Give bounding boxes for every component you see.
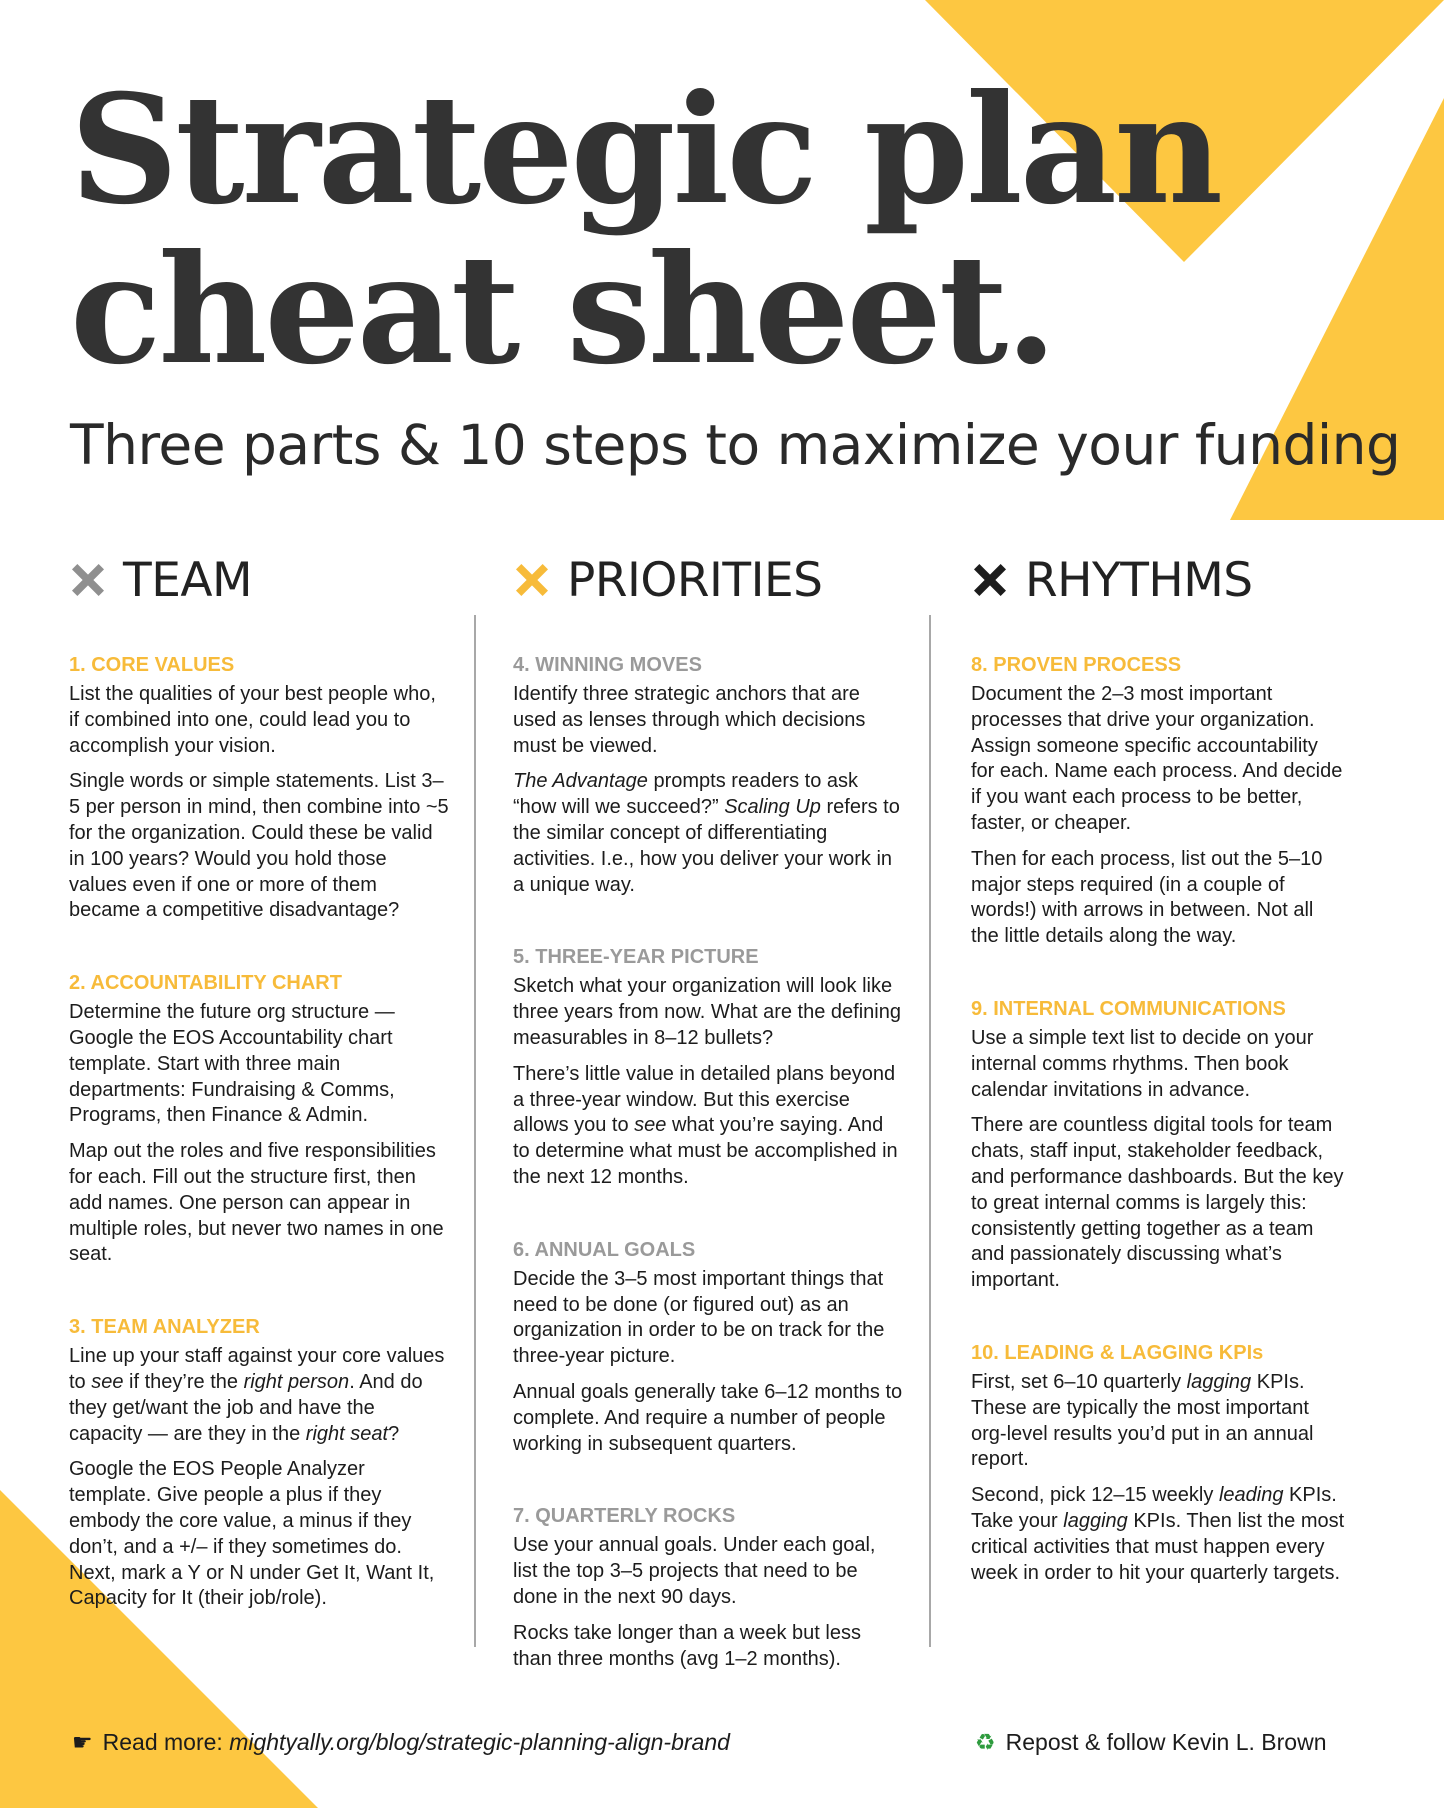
section-heading: 2. ACCOUNTABILITY CHART	[69, 972, 342, 995]
section-paragraph: Google the EOS People Analyzer template. Give people a plus if they embody the core value, a minus if they don’t, and a +/– if they sometimes do. Next, mark a Y or N under Get It, Want It, Capacity for It (their job/role).	[69, 1458, 435, 1610]
x-mark-icon	[69, 561, 107, 599]
section-paragraph: Use a simple text list to decide on your internal comms rhythms. Then book calendar invitations in advance.	[971, 1026, 1314, 1101]
section-paragraph: Sketch what your organization will look like three years from now. What are the defining measurables in 8–12 bullets?	[513, 975, 901, 1049]
section-accountability-chart	[69, 970, 449, 1268]
read-more-footer	[72, 1727, 730, 1758]
section-heading: 1. CORE VALUES	[69, 654, 235, 676]
section-core-values	[69, 652, 449, 924]
team-column-header	[69, 550, 449, 610]
column-divider-1	[474, 615, 476, 1647]
section-paragraph: List the qualities of your best people who, if combined into one, could lead you to accomplish your vision.	[69, 683, 436, 757]
page-title	[70, 62, 1221, 398]
section-annual-goals	[513, 1237, 903, 1458]
pointing-hand-icon: ☛	[72, 1730, 93, 1756]
section-paragraph: Second, pick 12–15 weekly leading KPIs. Take your lagging KPIs. Then list the most critical activities that must happen every week in order to hit your quarterly targets.	[971, 1484, 1345, 1584]
section-heading: 9. INTERNAL COMMUNICATIONS	[971, 997, 1286, 1020]
section-proven-process	[971, 652, 1346, 950]
section-team-analyzer	[69, 1314, 449, 1612]
section-paragraph: Single words or simple statements. List 3–5 per person in mind, then combine into ~5 for the organization. Could these be valid in 100 years? Would you hold those values even if one or more of them became a competitive disadvantage?	[69, 770, 449, 922]
section-heading: 4. WINNING MOVES	[513, 654, 702, 676]
section-paragraph: Then for each process, list out the 5–10 major steps required (in a couple of words!) with arrows in between. Not all the little details along the way.	[971, 847, 1323, 948]
section-paragraph: Identify three strategic anchors that are used as lenses through which decisions must be viewed.	[513, 683, 866, 757]
title-line-2: cheat sheet.	[70, 222, 1055, 398]
section-internal-communications	[971, 996, 1346, 1294]
section-paragraph: Line up your staff against your core values to see if they’re the right person. And do they get/want the job and have the capacity — are they in the right seat?	[69, 1345, 445, 1445]
section-paragraph: Document the 2–3 most important processes that drive your organization. Assign someone specific accountability for each. Name each process. And decide if you want each process to be better, faster, or cheaper.	[971, 683, 1343, 834]
section-paragraph: The Advantage prompts readers to ask “how will we succeed?” Scaling Up refers to the similar concept of differentiating activities. I.e., how you deliver your work in a unique way.	[513, 770, 900, 896]
repost-footer	[975, 1727, 1327, 1758]
section-paragraph: Determine the future org structure — Google the EOS Accountability chart template. Start with three main departments: Fundraising & Comms, Programs, then Finance & Admin.	[69, 1001, 395, 1127]
section-quarterly-rocks	[513, 1503, 903, 1672]
section-heading: 3. TEAM ANALYZER	[69, 1316, 260, 1339]
recycle-icon: ♻	[975, 1730, 996, 1756]
team-column	[69, 550, 449, 1658]
read-more-label: Read more:	[102, 1729, 230, 1755]
section-paragraph: There are countless digital tools for team chats, staff input, stakeholder feedback, and performance dashboards. But the key to great internal comms is largely this: consistently getting together as a team and passionately discussing what’s important.	[971, 1114, 1344, 1292]
section-paragraph: Map out the roles and five responsibilities for each. Fill out the structure first, then add names. One person can appear in multiple roles, but never two names in one seat.	[69, 1140, 444, 1266]
x-mark-icon	[513, 561, 551, 599]
section-paragraph: There’s little value in detailed plans beyond a three-year window. But this exercise allows you to see what you’re saying. And to determine what must be accomplished in the next 12 months.	[513, 1062, 898, 1188]
title-line-1: Strategic plan	[70, 62, 1221, 238]
column-divider-2	[929, 615, 931, 1647]
priorities-column	[513, 550, 903, 1718]
section-paragraph: Rocks take longer than a week but less than three months (avg 1–2 months).	[513, 1621, 861, 1670]
section-paragraph: Decide the 3–5 most important things that need to be done (or figured out) as an organization in order to be on track for the three-year picture.	[513, 1267, 885, 1368]
x-mark-icon	[971, 561, 1009, 599]
page-subtitle: Three parts & 10 steps to maximize your funding	[70, 413, 1401, 477]
section-winning-moves	[513, 652, 903, 898]
section-heading: 10. LEADING & LAGGING KPIs	[971, 1341, 1264, 1364]
section-three-year-picture	[513, 944, 903, 1190]
section-heading: 7. QUARTERLY ROCKS	[513, 1505, 736, 1528]
repost-text: Repost & follow Kevin L. Brown	[1005, 1729, 1327, 1755]
section-paragraph: Use your annual goals. Under each goal, list the top 3–5 projects that need to be done in the next 90 days.	[513, 1534, 876, 1608]
priorities-column-title: PRIORITIES	[567, 552, 823, 608]
team-column-title: TEAM	[123, 552, 253, 608]
section-paragraph: First, set 6–10 quarterly lagging KPIs. These are typically the most important org-level results you’d put in an annual report.	[971, 1370, 1314, 1471]
rhythms-column-title: RHYTHMS	[1025, 552, 1253, 608]
priorities-column-header	[513, 550, 903, 610]
section-paragraph: Annual goals generally take 6–12 months to complete. And require a number of people working in subsequent quarters.	[513, 1380, 903, 1455]
rhythms-column	[971, 550, 1346, 1632]
section-heading: 6. ANNUAL GOALS	[513, 1238, 696, 1261]
section-leading-lagging-kpis	[971, 1340, 1346, 1586]
section-heading: 8. PROVEN PROCESS	[971, 654, 1182, 676]
rhythms-column-header	[971, 550, 1346, 610]
read-more-link[interactable]: mightyally.org/blog/strategic-planning-align-brand	[229, 1729, 730, 1755]
section-heading: 5. THREE-YEAR PICTURE	[513, 946, 759, 969]
